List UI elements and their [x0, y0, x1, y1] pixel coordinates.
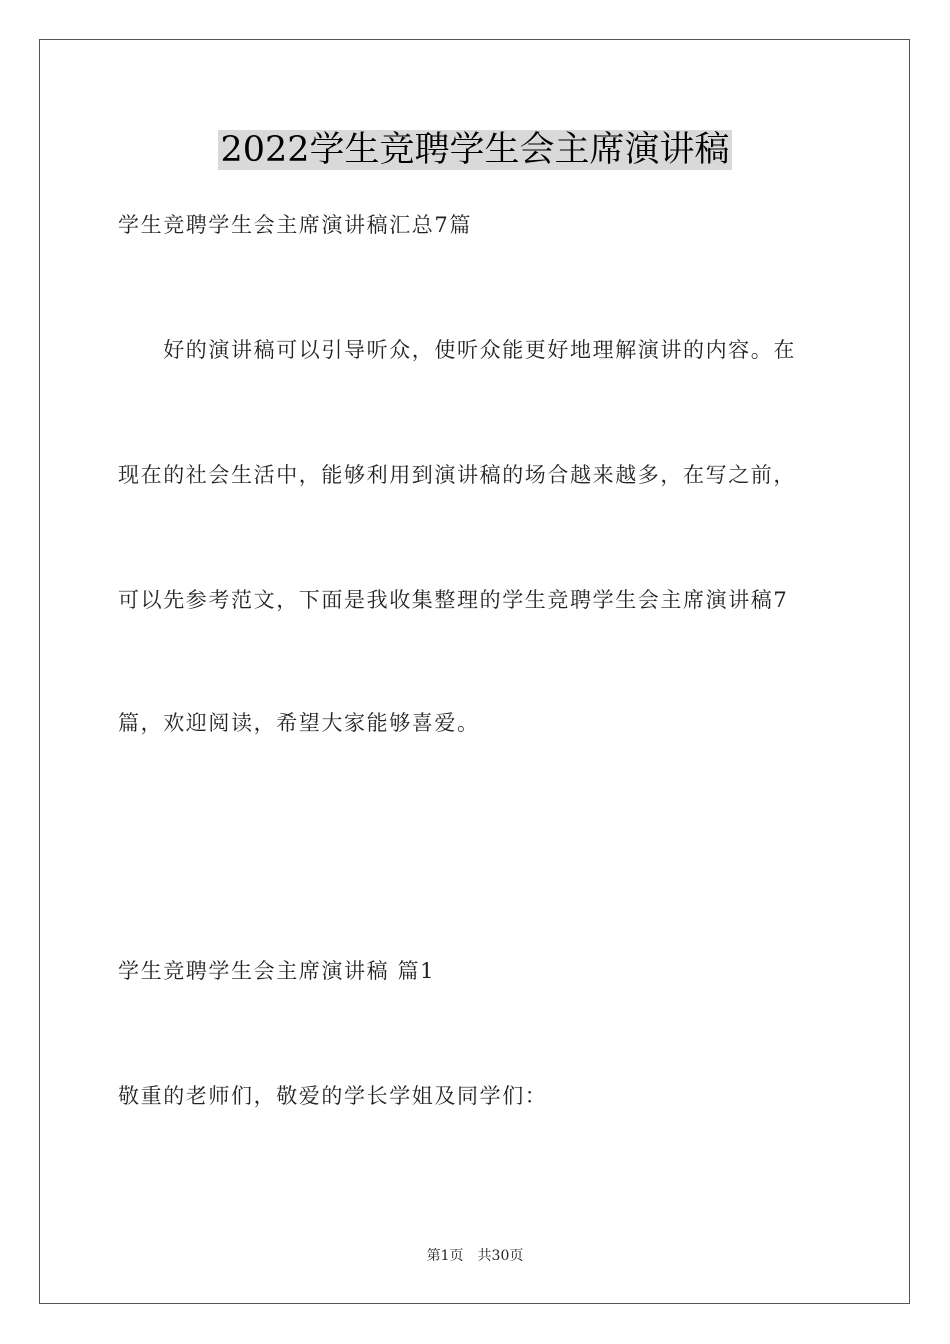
document-subtitle: 学生竞聘学生会主席演讲稿汇总7篇 [118, 213, 472, 237]
greeting-line: 敬重的老师们，敬爱的学长学姐及同学们： [118, 1084, 548, 1108]
section-heading: 学生竞聘学生会主席演讲稿 篇1 [118, 959, 436, 983]
intro-line-2: 现在的社会生活中，能够利用到演讲稿的场合越来越多，在写之前， [118, 463, 796, 487]
page-footer: 第1页 共30页 [426, 1248, 524, 1264]
document-title [0, 128, 950, 172]
intro-line-3: 可以先参考范文，下面是我收集整理的学生竞聘学生会主席演讲稿7 [118, 588, 789, 612]
document-title-text: 2022学生竞聘学生会主席演讲稿 [220, 130, 730, 170]
intro-line-1: 好的演讲稿可以引导听众，使听众能更好地理解演讲的内容。在 [118, 338, 796, 362]
intro-line-4: 篇，欢迎阅读，希望大家能够喜爱。 [118, 711, 480, 735]
